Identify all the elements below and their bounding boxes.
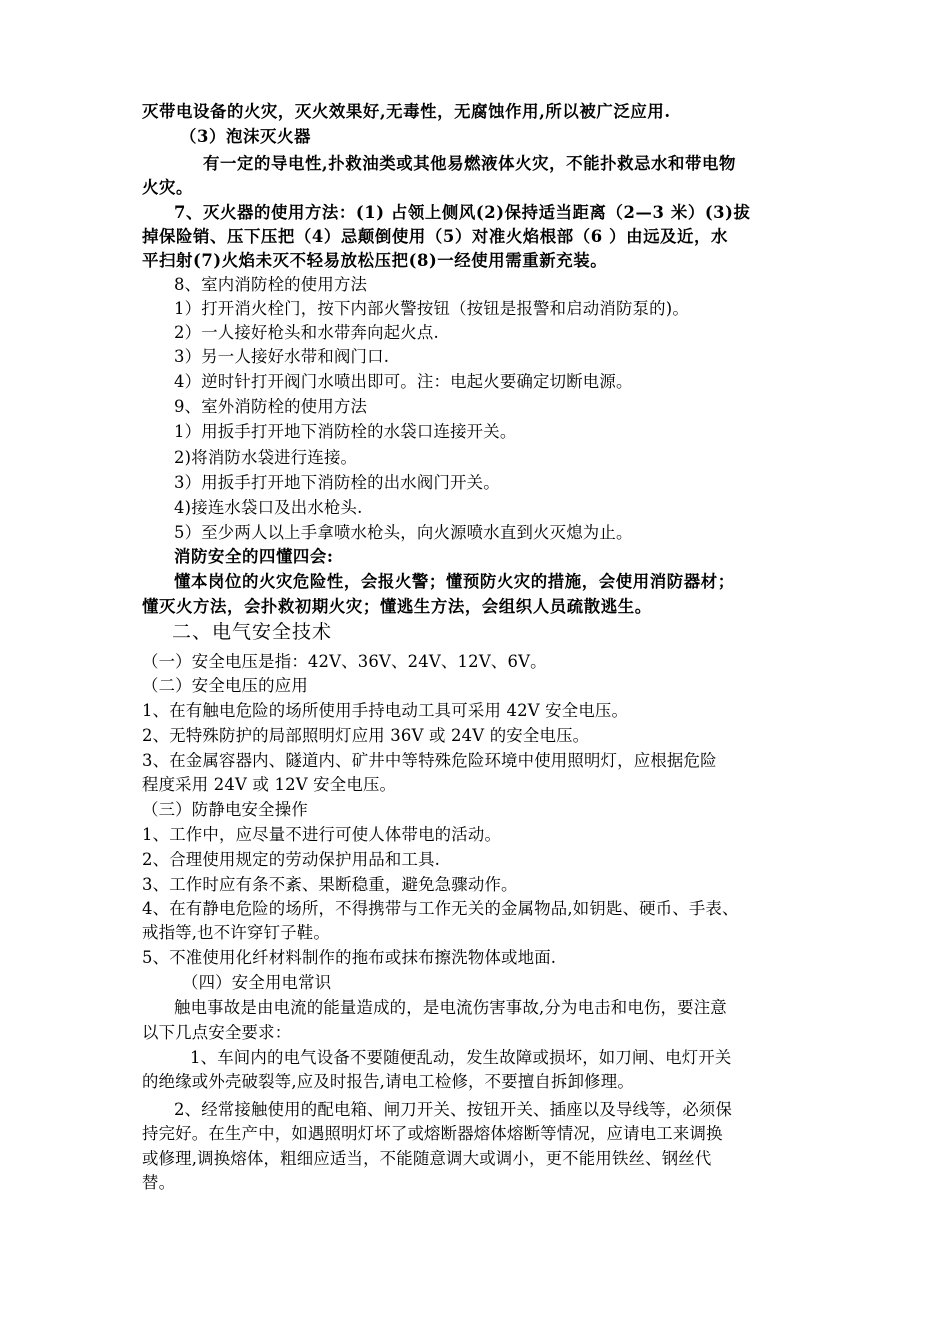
text-line: 灭带电设备的火灾，灭火效果好,无毒性，无腐蚀作用,所以被广泛应用. [142, 102, 671, 121]
list-item: 5、不准使用化纤材料制作的拖布或抹布擦洗物体或地面. [142, 948, 557, 967]
list-item: 1、工作中，应尽量不进行可使人体带电的活动。 [142, 825, 502, 844]
section-heading: （三）防静电安全操作 [142, 800, 308, 819]
text-line: 7、灭火器的使用方法：(1) 占领上侧风(2)保持适当距离（2—3 米）(3)拔 [174, 203, 751, 222]
list-item: 2、无特殊防护的局部照明灯应用 36V 或 24V 的安全电压。 [142, 726, 590, 745]
list-item: 2）一人接好枪头和水带奔向起火点. [174, 323, 439, 342]
section-heading: 9、室外消防栓的使用方法 [174, 397, 368, 416]
list-item: 3、工作时应有条不紊、果断稳重，避免急骤动作。 [142, 875, 518, 894]
section-heading: （二）安全电压的应用 [142, 676, 308, 695]
text-line: 有一定的导电性,扑救油类或其他易燃液体火灾，不能扑救忌水和带电物 [203, 154, 737, 173]
section-heading: （四）安全用电常识 [182, 973, 332, 992]
list-item: 4）逆时针打开阀门水喷出即可。注：电起火要确定切断电源。 [174, 372, 633, 391]
list-item: 1、在有触电危险的场所使用手持电动工具可采用 42V 安全电压。 [142, 701, 629, 720]
subheading: 消防安全的四懂四会: [174, 547, 334, 566]
text-line: 懂本岗位的火灾危险性，会报火警；懂预防火灾的措施，会使用消防器材； [174, 572, 735, 591]
text-line: 懂灭火方法，会扑救初期火灾；懂逃生方法，会组织人员疏散逃生。 [142, 597, 652, 616]
list-item: 4、在有静电危险的场所，不得携带与工作无关的金属物品,如钥匙、硬币、手表、 [142, 899, 739, 918]
list-item: 5）至少两人以上手拿喷水枪头，向火源喷水直到火灭熄为止。 [174, 523, 633, 542]
text-line: 火灾。 [142, 178, 193, 197]
text-line: 以下几点安全要求： [142, 1023, 292, 1042]
text-line: 的绝缘或外壳破裂等,应及时报告,请电工检修，不要擅自拆卸修理。 [142, 1072, 634, 1091]
text-line: 或修理,调换熔体，粗细应适当，不能随意调大或调小，更不能用铁丝、钢丝代 [142, 1149, 712, 1168]
text-line: 持完好。在生产中，如遇照明灯坏了或熔断器熔体熔断等情况，应请电工来调换 [142, 1124, 723, 1143]
list-item: 2)将消防水袋进行连接。 [174, 448, 358, 467]
text-line: 触电事故是由电流的能量造成的，是电流伤害事故,分为电击和电伤，要注意 [174, 998, 727, 1017]
section-heading: 8、室内消防栓的使用方法 [174, 275, 368, 294]
list-item: 3）另一人接好水带和阀门口. [174, 347, 390, 366]
text-line: 掉保险销、压下压把（4）忌颠倒使用（5）对准火焰根部（6 ）由远及近，水 [142, 227, 729, 246]
list-item: 2、合理使用规定的劳动保护用品和工具. [142, 850, 441, 869]
text-line: 1、车间内的电气设备不要随便乱动，发生故障或损坏，如刀闸、电灯开关 [190, 1048, 732, 1067]
list-item: 4)接连水袋口及出水枪头. [174, 498, 363, 517]
text-line: 戒指等,也不许穿钉子鞋。 [142, 923, 330, 942]
text-line: 替。 [142, 1173, 176, 1192]
text-line: 2、经常接触使用的配电箱、闸刀开关、按钮开关、插座以及导线等，必须保 [174, 1100, 733, 1119]
list-item: 3、在金属容器内、隧道内、矿井中等特殊危险环境中使用照明灯，应根据危险 [142, 751, 717, 770]
list-item: 1）打开消火栓门，按下内部火警按钮（按钮是报警和启动消防泵的)。 [174, 299, 689, 318]
text-line: 平扫射(7)火焰未灭不轻易放松压把(8)一经使用需重新充装。 [142, 251, 608, 270]
text-line: （一）安全电压是指：42V、36V、24V、12V、6V。 [142, 652, 547, 671]
list-item: 3）用扳手打开地下消防栓的出水阀门开关。 [174, 473, 500, 492]
list-item: 1）用扳手打开地下消防栓的水袋口连接开关。 [174, 422, 517, 441]
chapter-heading: 二、电气安全技术 [172, 621, 333, 643]
text-line: 程度采用 24V 或 12V 安全电压。 [142, 775, 397, 794]
subheading: （3）泡沫灭火器 [180, 127, 311, 146]
